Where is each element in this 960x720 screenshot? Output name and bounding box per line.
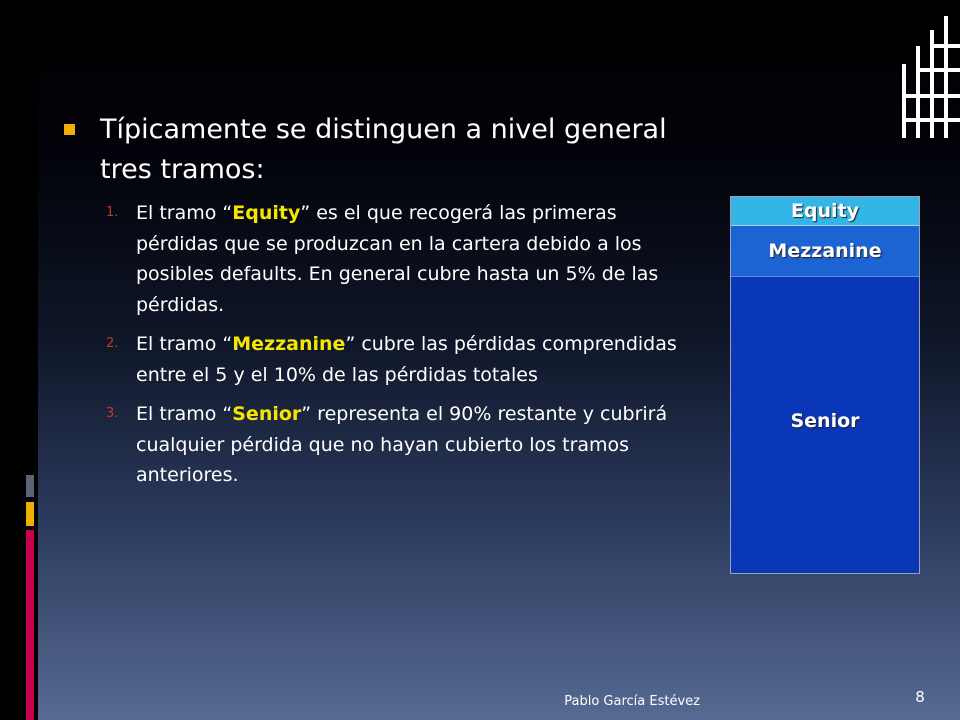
item-text-after: ” es el que recogerá las primeras pérdidas que se produzcan en la cartera debido a los posibles defaults. En general cubre hasta un 5% de las pérdidas.: [136, 202, 659, 316]
item-text-after: ” cubre las pérdidas comprendidas entre el 5 y el 10% de las pérdidas totales: [136, 333, 677, 386]
list-number: 2.: [106, 336, 119, 351]
item-text-before: El tramo “: [136, 333, 233, 355]
item-text-before: El tramo “: [136, 202, 233, 224]
window-panes-icon: [898, 12, 960, 138]
tranche-mezzanine: [731, 225, 919, 276]
main-bullet-text: Típicamente se distinguen a nivel general tres tramos:: [100, 114, 667, 185]
list-item-mezzanine: [62, 329, 702, 390]
list-number: 3.: [106, 406, 119, 421]
slide-content: [62, 110, 702, 500]
item-highlight-senior: Senior: [232, 403, 302, 425]
deco-bar-gray-1: [26, 475, 34, 497]
tranche-senior: [731, 276, 919, 573]
main-bullet: [62, 110, 702, 190]
deco-bar-yellow: [26, 502, 34, 526]
tranche-senior-label: Senior: [790, 410, 860, 432]
deco-bar-pink: [26, 530, 34, 720]
tranche-diagram: [730, 196, 920, 574]
item-highlight-equity: Equity: [232, 202, 301, 224]
item-text-after: ” representa el 90% restante y cubrirá cualquier pérdida que no hayan cubierto los tramos anteriores.: [136, 403, 668, 486]
footer-author: Pablo García Estévez: [564, 694, 700, 709]
tranche-equity-label: Equity: [790, 200, 860, 222]
tranche-mezzanine-label: Mezzanine: [768, 240, 882, 262]
list-item-senior: [62, 399, 702, 491]
tranche-list: [62, 198, 702, 491]
list-item-equity: [62, 198, 702, 320]
item-highlight-mezzanine: Mezzanine: [232, 333, 346, 355]
item-text-before: El tramo “: [136, 403, 233, 425]
list-number: 1.: [106, 205, 119, 220]
page-number: 8: [915, 688, 925, 706]
tranche-equity: [731, 197, 919, 225]
yellow-square-bullet-icon: [64, 124, 75, 135]
